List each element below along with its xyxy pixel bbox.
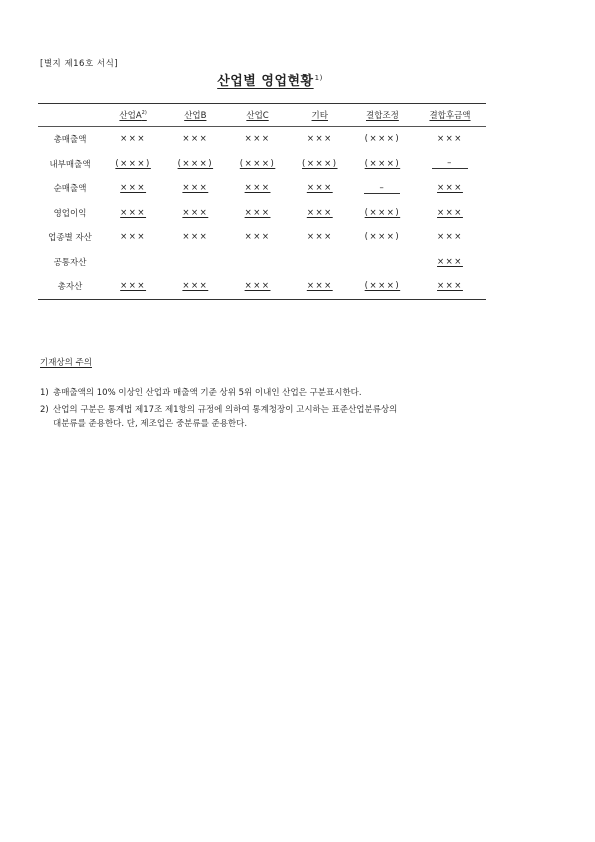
form-label: [별지 제16호 서식] <box>40 59 119 69</box>
table-cell: ××× <box>244 134 271 145</box>
table-cell: ××× <box>244 207 271 218</box>
page-title <box>0 70 540 89</box>
table-cell: (×××) <box>364 134 401 145</box>
table-cell: – <box>351 176 414 201</box>
table-cell: ××× <box>244 183 271 194</box>
table-cell <box>289 250 351 275</box>
row-label: 총자산 <box>57 282 83 293</box>
table-cell: (×××) <box>364 158 401 169</box>
table-cell: ××× <box>437 134 463 145</box>
table-cell: (×××) <box>364 232 401 243</box>
table-cell: (×××) <box>302 158 338 169</box>
table-cell: ××× <box>437 183 463 194</box>
title-text: 산업별 영업현황 <box>217 74 314 89</box>
table-cell: ××× <box>306 232 333 243</box>
table-cell: ××× <box>120 207 147 218</box>
table-cell <box>164 250 226 275</box>
table-cell: ××× <box>182 183 209 194</box>
table-cell: (×××) <box>177 158 214 169</box>
row-label: 영업이익 <box>53 208 87 219</box>
note-item <box>40 403 500 431</box>
header-industry-b: 산업B <box>184 111 207 121</box>
row-label: 총매출액 <box>53 135 87 146</box>
table-cell: – <box>414 152 486 177</box>
note-text: 산업의 구분은 통계법 제17조 제1항의 규정에 의하여 통계청장이 고시하는 표준산업분류상의 <box>53 405 398 415</box>
table-cell: (×××) <box>115 158 151 169</box>
table-cell: ××× <box>120 183 147 194</box>
table-row <box>38 127 486 152</box>
table-cell: ××× <box>244 281 271 292</box>
header-other: 기타 <box>311 111 328 121</box>
table-cell: ××× <box>182 134 209 145</box>
table-cell: ××× <box>120 281 147 292</box>
table-cell: ××× <box>306 281 333 292</box>
row-label: 공통자산 <box>53 257 87 268</box>
table-cell: ××× <box>182 232 209 243</box>
row-label: 내부매출액 <box>49 159 91 170</box>
header-industry-c: 산업C <box>246 111 269 121</box>
header-consolidated-amount: 결합후금액 <box>429 111 471 121</box>
table-cell: (×××) <box>364 281 401 292</box>
table-cell <box>102 250 164 275</box>
table-cell: (×××) <box>364 207 401 218</box>
header-consolidation-adjustment: 결합조정 <box>365 111 399 121</box>
table-cell: ××× <box>182 207 209 218</box>
row-label: 업종별 자산 <box>48 233 92 244</box>
table-cell <box>226 250 288 275</box>
note-text: 총매출액의 10% 이상인 산업과 매출액 기준 상위 5위 이내인 산업은 구분표시한다. <box>53 388 362 398</box>
table-cell: ××× <box>120 134 147 145</box>
note-continuation: 대분류를 준용한다. 단, 제조업은 중분류를 준용한다. <box>53 419 248 429</box>
table-cell: ××× <box>120 232 147 243</box>
table-cell: ××× <box>437 207 463 218</box>
segment-table <box>38 103 486 300</box>
header-corner <box>38 104 102 127</box>
note-number: 2) <box>40 405 49 415</box>
table-cell <box>351 250 414 275</box>
table-cell: ××× <box>437 256 463 267</box>
table-row <box>38 274 486 299</box>
table-cell: ××× <box>306 207 333 218</box>
table-row <box>38 201 486 226</box>
title-footnote-mark: 1) <box>314 73 323 82</box>
header-industry-a: 산업$A^{2)}$ <box>119 110 147 121</box>
table-cell: ××× <box>306 183 333 194</box>
table-cell: ××× <box>437 232 463 243</box>
table-header-row <box>38 104 486 127</box>
table-row <box>38 152 486 177</box>
note-item <box>40 386 500 400</box>
notes-title: 기재상의 주의 <box>40 358 92 368</box>
table-cell: (×××) <box>239 158 276 169</box>
table-row <box>38 225 486 250</box>
note-number: 1) <box>40 388 49 398</box>
table-row <box>38 176 486 201</box>
table-row <box>38 250 486 275</box>
table-cell: ××× <box>437 281 463 292</box>
table-cell: ××× <box>306 134 333 145</box>
table-cell: ××× <box>244 232 271 243</box>
table-cell: ××× <box>182 281 209 292</box>
row-label: 순매출액 <box>53 184 87 195</box>
